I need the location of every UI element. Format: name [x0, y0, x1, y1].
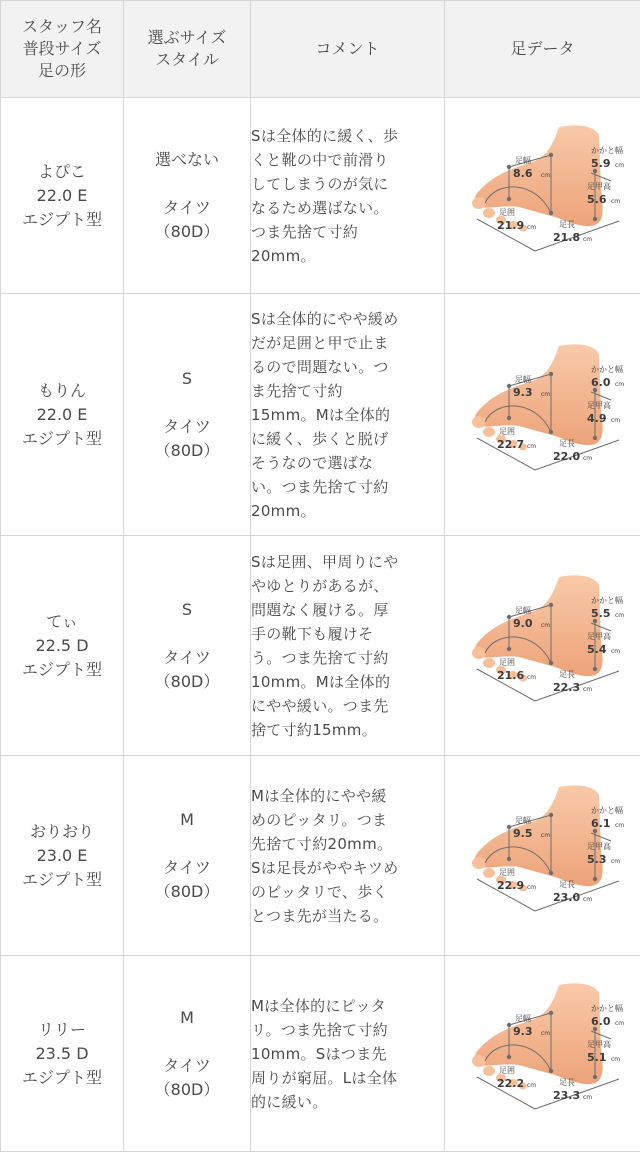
header-staff-line-3: 足の形 [1, 60, 123, 82]
table-row [1, 536, 640, 756]
foot-diagram [455, 340, 631, 490]
usual-size: 22.0 E [1, 403, 123, 427]
comment-line: 周りが窮屈。Lは全体 [251, 1066, 444, 1090]
foot-data-cell [445, 294, 640, 536]
size-cell [124, 756, 251, 956]
comment-line: にやや緩い。つま先 [251, 694, 444, 718]
foot-heel-unit: cm [615, 162, 624, 169]
foot-shape-type: エジプト型 [1, 208, 123, 232]
style-name: タイツ [124, 415, 250, 439]
foot-heel-label: かかと幅 [591, 145, 623, 155]
comment-line: めのピッタリ。つま [251, 808, 444, 832]
staff-cell [1, 756, 124, 956]
staff-cell [1, 536, 124, 756]
foot-data-cell [445, 98, 640, 294]
chosen-size: 選べない [124, 148, 250, 172]
foot-width-unit: cm [541, 172, 550, 179]
comment-line: してしまうのが気に [251, 172, 444, 196]
comment-line: のピッタリで、歩く [251, 880, 444, 904]
foot-instep-label: 足甲高 [587, 1039, 611, 1049]
foot-instep-unit: cm [611, 648, 620, 655]
foot-heel-label: かかと幅 [591, 805, 623, 815]
foot-length-value: 23.0 [553, 891, 580, 904]
foot-length-unit: cm [583, 236, 592, 243]
header-size [124, 1, 251, 98]
header-staff-line-2: 普段サイズ [1, 38, 123, 60]
foot-diagram [455, 571, 631, 721]
foot-instep-label: 足甲高 [587, 181, 611, 191]
foot-instep-unit: cm [611, 1056, 620, 1063]
header-row [1, 1, 640, 98]
foot-width-label: 足幅 [515, 1013, 531, 1023]
style-name: タイツ [124, 646, 250, 670]
foot-instep-value: 5.4 [587, 643, 607, 656]
foot-heel-value: 6.0 [591, 1015, 611, 1028]
staff-name: てぃ [1, 610, 123, 634]
foot-shape-type: エジプト型 [1, 1066, 123, 1090]
foot-girth-label: 足囲 [499, 868, 515, 877]
foot-instep-label: 足甲高 [587, 841, 611, 851]
comment-line: 20mm。 [251, 244, 444, 268]
comment-line: Sは全体的にやや緩め [251, 307, 444, 331]
header-staff [1, 1, 124, 98]
staff-name: リリー [1, 1018, 123, 1042]
header-foot-label: 足データ [510, 39, 574, 58]
foot-heel-value: 5.9 [591, 157, 611, 170]
comment-line: なるため選ばない。 [251, 196, 444, 220]
spacer [124, 832, 250, 856]
foot-width-unit: cm [541, 832, 550, 839]
toe-icon [472, 857, 486, 869]
foot-width-value: 9.3 [513, 386, 533, 399]
foot-width-label: 足幅 [515, 605, 531, 615]
staff-name: もりん [1, 379, 123, 403]
foot-length-label: 足長 [559, 1078, 575, 1087]
comment-line: つま先捨て寸約 [251, 220, 444, 244]
foot-girth-value: 22.2 [497, 1077, 524, 1090]
spacer [124, 1030, 250, 1054]
foot-data-cell [445, 536, 640, 756]
comment-line: 10mm。Mは全体的 [251, 670, 444, 694]
foot-heel-label: かかと幅 [591, 595, 623, 605]
foot-width-unit: cm [541, 391, 550, 398]
table-row [1, 98, 640, 294]
spacer [124, 622, 250, 646]
staff-cell [1, 294, 124, 536]
foot-instep-value: 4.9 [587, 412, 607, 425]
foot-girth-unit: cm [527, 443, 536, 450]
style-denier: （80D） [124, 439, 250, 463]
foot-heel-unit: cm [615, 612, 624, 619]
foot-length-label: 足長 [559, 880, 575, 889]
foot-girth-value: 21.6 [497, 669, 524, 682]
foot-length-value: 21.8 [553, 231, 580, 244]
comment-line: くと靴の中で前滑り [251, 148, 444, 172]
comment-line: るので問題ない。つ [251, 355, 444, 379]
foot-length-label: 足長 [559, 670, 575, 679]
toe-icon [472, 416, 486, 428]
foot-shape-type: エジプト型 [1, 868, 123, 892]
comment-line: Sは足囲、甲周りにや [251, 550, 444, 574]
header-size-line-2: スタイル [124, 49, 250, 71]
foot-heel-label: かかと幅 [591, 364, 623, 374]
foot-width-label: 足幅 [515, 155, 531, 165]
foot-girth-label: 足囲 [499, 658, 515, 667]
table-body [1, 98, 640, 1152]
foot-length-unit: cm [583, 686, 592, 693]
table-row [1, 956, 640, 1152]
header-foot [445, 1, 640, 98]
chosen-size: S [124, 598, 250, 622]
foot-length-label: 足長 [559, 439, 575, 448]
comment-line: 捨て寸約15mm。 [251, 718, 444, 742]
comment-line: Mは全体的にピッタ [251, 994, 444, 1018]
foot-length-label: 足長 [559, 220, 575, 229]
toe-icon [483, 658, 495, 668]
chosen-size: M [124, 808, 250, 832]
foot-girth-unit: cm [527, 1082, 536, 1089]
foot-instep-unit: cm [611, 417, 620, 424]
table-row [1, 756, 640, 956]
staff-cell [1, 98, 124, 294]
header-comment-label: コメント [315, 39, 379, 58]
foot-length-unit: cm [583, 896, 592, 903]
foot-diagram [455, 979, 631, 1129]
foot-width-label: 足幅 [515, 815, 531, 825]
style-name: タイツ [124, 1054, 250, 1078]
foot-instep-value: 5.6 [587, 193, 607, 206]
foot-girth-unit: cm [527, 884, 536, 891]
spacer [124, 172, 250, 196]
foot-girth-label: 足囲 [499, 1066, 515, 1075]
foot-length-value: 22.3 [553, 681, 580, 694]
foot-instep-value: 5.3 [587, 853, 607, 866]
foot-heel-unit: cm [615, 1020, 624, 1027]
foot-width-label: 足幅 [515, 374, 531, 384]
toe-icon [472, 1055, 486, 1067]
comment-cell [251, 756, 445, 956]
foot-width-unit: cm [541, 622, 550, 629]
staff-name: おりおり [1, 820, 123, 844]
foot-data-cell [445, 756, 640, 956]
foot-diagram [455, 781, 631, 931]
toe-icon [483, 1066, 495, 1076]
comment-line: い。つま先捨て寸約 [251, 475, 444, 499]
chosen-size: S [124, 367, 250, 391]
size-cell [124, 536, 251, 756]
foot-length-unit: cm [583, 455, 592, 462]
foot-girth-unit: cm [527, 674, 536, 681]
foot-girth-value: 22.7 [497, 438, 524, 451]
comment-line: 的に緩い。 [251, 1090, 444, 1114]
size-cell [124, 98, 251, 294]
style-denier: （80D） [124, 220, 250, 244]
comment-line: 手の靴下も履けそ [251, 622, 444, 646]
toe-icon [483, 427, 495, 437]
foot-heel-unit: cm [615, 822, 624, 829]
foot-length-unit: cm [583, 1094, 592, 1101]
comment-line: 先捨て寸約20mm。 [251, 832, 444, 856]
foot-girth-label: 足囲 [499, 427, 515, 436]
comment-cell [251, 536, 445, 756]
usual-size: 23.5 D [1, 1042, 123, 1066]
comment-cell [251, 294, 445, 536]
comment-line: リ。つま先捨て寸約 [251, 1018, 444, 1042]
foot-length-value: 22.0 [553, 450, 580, 463]
style-denier: （80D） [124, 880, 250, 904]
comment-line: とつま先が当たる。 [251, 904, 444, 928]
comment-line: 問題なく履ける。厚 [251, 598, 444, 622]
comment-line: に緩く、歩くと脱げ [251, 427, 444, 451]
toe-icon [472, 647, 486, 659]
header-size-line-1: 選ぶサイズ [124, 27, 250, 49]
comment-line: う。つま先捨て寸約 [251, 646, 444, 670]
foot-girth-value: 22.9 [497, 879, 524, 892]
staff-name: よぴこ [1, 160, 123, 184]
foot-length-value: 23.3 [553, 1089, 580, 1102]
chosen-size: M [124, 1006, 250, 1030]
comment-cell [251, 98, 445, 294]
comment-line: だが足囲と甲で止ま [251, 331, 444, 355]
foot-instep-value: 5.1 [587, 1051, 607, 1064]
comment-line: ま先捨て寸約 [251, 379, 444, 403]
usual-size: 22.0 E [1, 184, 123, 208]
foot-width-unit: cm [541, 1030, 550, 1037]
size-cell [124, 956, 251, 1152]
foot-heel-label: かかと幅 [591, 1003, 623, 1013]
foot-shape-type: エジプト型 [1, 658, 123, 682]
header-comment [251, 1, 445, 98]
foot-heel-value: 6.1 [591, 817, 611, 830]
comment-line: そうなので選ばな [251, 451, 444, 475]
comment-cell [251, 956, 445, 1152]
foot-girth-label: 足囲 [499, 208, 515, 217]
comment-line: 20mm。 [251, 499, 444, 523]
foot-width-value: 9.3 [513, 1025, 533, 1038]
toe-icon [483, 208, 495, 218]
comment-line: 15mm。Mは全体的 [251, 403, 444, 427]
foot-shape-type: エジプト型 [1, 427, 123, 451]
comment-line: 10mm。Sはつま先 [251, 1042, 444, 1066]
foot-instep-unit: cm [611, 858, 620, 865]
size-cell [124, 294, 251, 536]
toe-icon [483, 868, 495, 878]
spacer [124, 391, 250, 415]
foot-heel-value: 6.0 [591, 376, 611, 389]
foot-heel-unit: cm [615, 381, 624, 388]
comment-line: Sは足長がややキツめ [251, 856, 444, 880]
comment-line: Mは全体的にやや緩 [251, 784, 444, 808]
comment-line: Sは全体的に緩く、歩 [251, 124, 444, 148]
table-row [1, 294, 640, 536]
toe-icon [472, 197, 486, 209]
foot-width-value: 9.5 [513, 827, 533, 840]
foot-heel-value: 5.5 [591, 607, 611, 620]
foot-diagram [455, 121, 631, 271]
header-staff-line-1: スタッフ名 [1, 16, 123, 38]
foot-instep-label: 足甲高 [587, 631, 611, 641]
foot-girth-unit: cm [527, 224, 536, 231]
foot-data-cell [445, 956, 640, 1152]
style-name: タイツ [124, 856, 250, 880]
comment-line: やゆとりがあるが、 [251, 574, 444, 598]
style-name: タイツ [124, 196, 250, 220]
usual-size: 22.5 D [1, 634, 123, 658]
foot-girth-value: 21.9 [497, 219, 524, 232]
foot-width-value: 9.0 [513, 617, 533, 630]
foot-instep-label: 足甲高 [587, 400, 611, 410]
style-denier: （80D） [124, 1078, 250, 1102]
staff-cell [1, 956, 124, 1152]
usual-size: 23.0 E [1, 844, 123, 868]
foot-instep-unit: cm [611, 198, 620, 205]
style-denier: （80D） [124, 670, 250, 694]
foot-width-value: 8.6 [513, 167, 533, 180]
